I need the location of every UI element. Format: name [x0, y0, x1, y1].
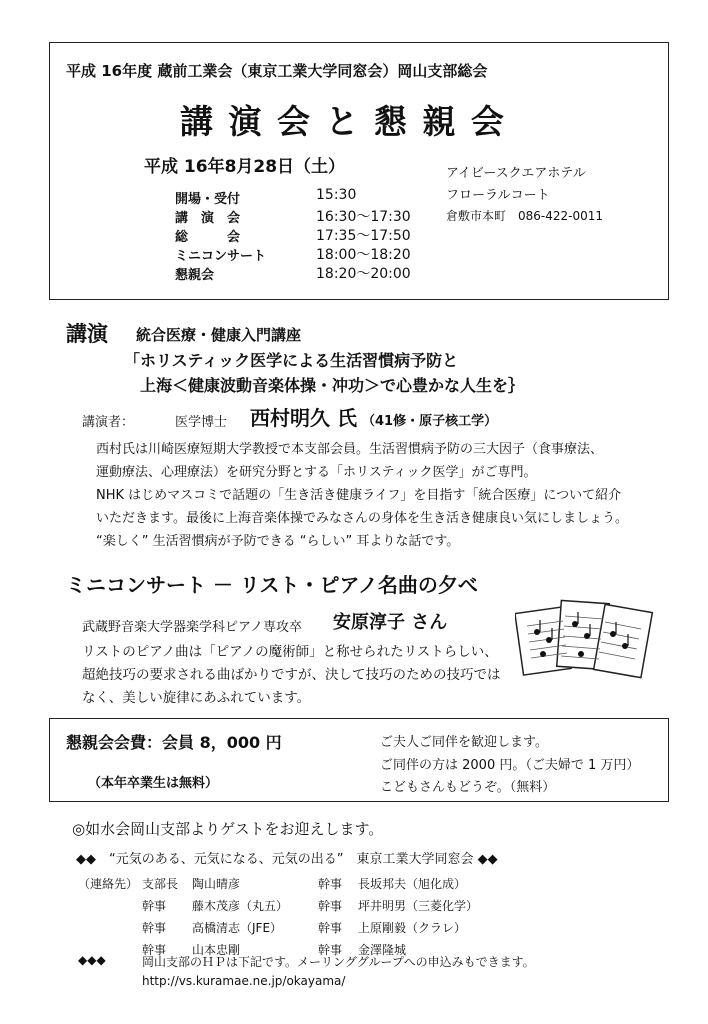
schedule-time: 18:20〜20:00	[316, 266, 411, 282]
schedule-time: 15:30	[316, 187, 357, 203]
venue-name-1: アイビースクエアホテル	[446, 166, 586, 181]
schedule-label: 懇親会	[175, 268, 215, 283]
concert-desc-line: 超絶技巧の要求される曲ばかりですが、決して技巧のための技巧では	[82, 667, 501, 683]
fee-note-spouse: ご夫人ご同伴を歓迎します。	[380, 735, 548, 750]
contacts-label: （連絡先）	[78, 877, 139, 891]
concert-desc-line: なく、美しい旋律にあふれています。	[82, 690, 311, 706]
schedule-label: 講 演 会	[175, 211, 241, 226]
lecture-desc-line: “楽しく” 生活習慣病が予防できる “らしい” 耳よりな話です。	[96, 534, 460, 549]
footer-note: 岡山支部のＨＰは下記です。メーリンググループへの申込みもできます。	[142, 955, 535, 969]
contact-name: 金澤隆城	[358, 943, 407, 957]
event-line: 平成 16年度 蔵前工業会（東京工業大学同窓会）岡山支部総会	[66, 62, 488, 80]
schedule-time: 18:00〜18:20	[316, 247, 411, 263]
contact-role: 支部長	[142, 877, 179, 891]
homepage-link[interactable]: http://vs.kuramae.ne.jp/okayama/	[142, 974, 346, 988]
lecture-desc-line: 運動療法、心理療法）を研究分野とする「ホリスティック医学」がご専門。	[96, 465, 537, 480]
contact-name: 高橋清志（JFE）	[192, 921, 283, 935]
sheet-music-icon	[515, 596, 655, 684]
lecture-desc-line: いただきます。最後に上海音楽体操でみなさんの身体を生き活き健康良い気にしましょう。	[96, 511, 628, 526]
event-date: 平成 16年8月28日（土）	[144, 157, 346, 177]
contact-name: 陶山晴彦	[192, 877, 241, 891]
performer-name: 安原淳子 さん	[333, 612, 448, 633]
contact-role: 幹事	[142, 921, 167, 935]
contact-name: 山本忠剛	[192, 943, 241, 957]
speaker-name: 西村明久 氏	[250, 406, 357, 430]
concert-heading: ミニコンサート － リスト・ピアノ名曲の夕べ	[66, 573, 478, 597]
fee-note-companion: ご同伴の方は 2000 円。（ご夫婦で 1 万円）	[380, 758, 640, 773]
speaker-note: （41修・原子核工学）	[362, 414, 498, 429]
contact-role: 幹事	[318, 921, 343, 935]
lecture-heading: 講演	[66, 322, 108, 346]
venue-name-2: フローラルコート	[446, 188, 550, 203]
venue-address: 倉敷市本町 086-422-0011	[446, 209, 604, 223]
fee-note: （本年卒業生は無料）	[88, 776, 219, 791]
lecture-subtitle: 統合医療・健康入門講座	[136, 326, 302, 344]
speaker-label: 講演者：	[82, 415, 135, 430]
contact-role: 幹事	[318, 943, 343, 957]
contact-name: 長坂邦夫（旭化成）	[358, 877, 467, 891]
performer-affiliation: 武蔵野音楽大学器楽学科ピアノ専攻卒	[82, 620, 302, 635]
schedule-label: ミニコンサート	[175, 249, 267, 264]
contact-name: 藤木茂彦（丸五）	[192, 899, 289, 913]
lecture-desc-line: NHK はじめマスコミで話題の「生き活き健康ライフ」を目指す「統合医療」について紹介	[96, 488, 622, 503]
fee-label: 懇親会会費：会員 8，000 円	[66, 733, 282, 752]
lecture-desc-line: 西村氏は川崎医療短期大学教授で本支部会員。生活習慣病予防の三大因子（食事療法、	[96, 442, 604, 457]
contact-name: 坪井明男（三菱化学）	[358, 899, 479, 913]
contact-role: 幹事	[142, 943, 167, 957]
slogan: ◆◆ “元気のある、元気になる、元気の出る” 東京工業大学同窓会 ◆◆	[76, 852, 498, 867]
schedule-time: 16:30〜17:30	[316, 209, 411, 225]
concert-desc-line: リストのピアノ曲は「ピアノの魔術師」と称せられたリストらしい、	[82, 644, 498, 660]
speaker-degree: 医学博士	[175, 415, 228, 430]
lecture-title-line2: 上海＜健康波動音楽体操・冲功＞で心豊かな人生を｝	[140, 376, 525, 395]
contact-role: 幹事	[318, 877, 343, 891]
schedule-label: 総 会	[175, 230, 241, 245]
contact-name: 上原剛毅（クラレ）	[358, 921, 467, 935]
page-title: 講 演 会 と 懇 親 会	[180, 102, 506, 141]
lecture-title-line1: 「ホリスティック医学による生活習慣病予防と	[124, 351, 459, 370]
schedule-time: 17:35〜17:50	[316, 228, 411, 244]
guest-line: ◎如水会岡山支部よりゲストをお迎えします。	[72, 820, 384, 838]
fee-note-children: こどもさんもどうぞ。（無料）	[380, 780, 556, 795]
footer-bullet: ◆◆◆	[78, 953, 106, 967]
contact-role: 幹事	[142, 899, 167, 913]
contact-role: 幹事	[318, 899, 343, 913]
schedule-label: 開場・受付	[175, 192, 241, 207]
